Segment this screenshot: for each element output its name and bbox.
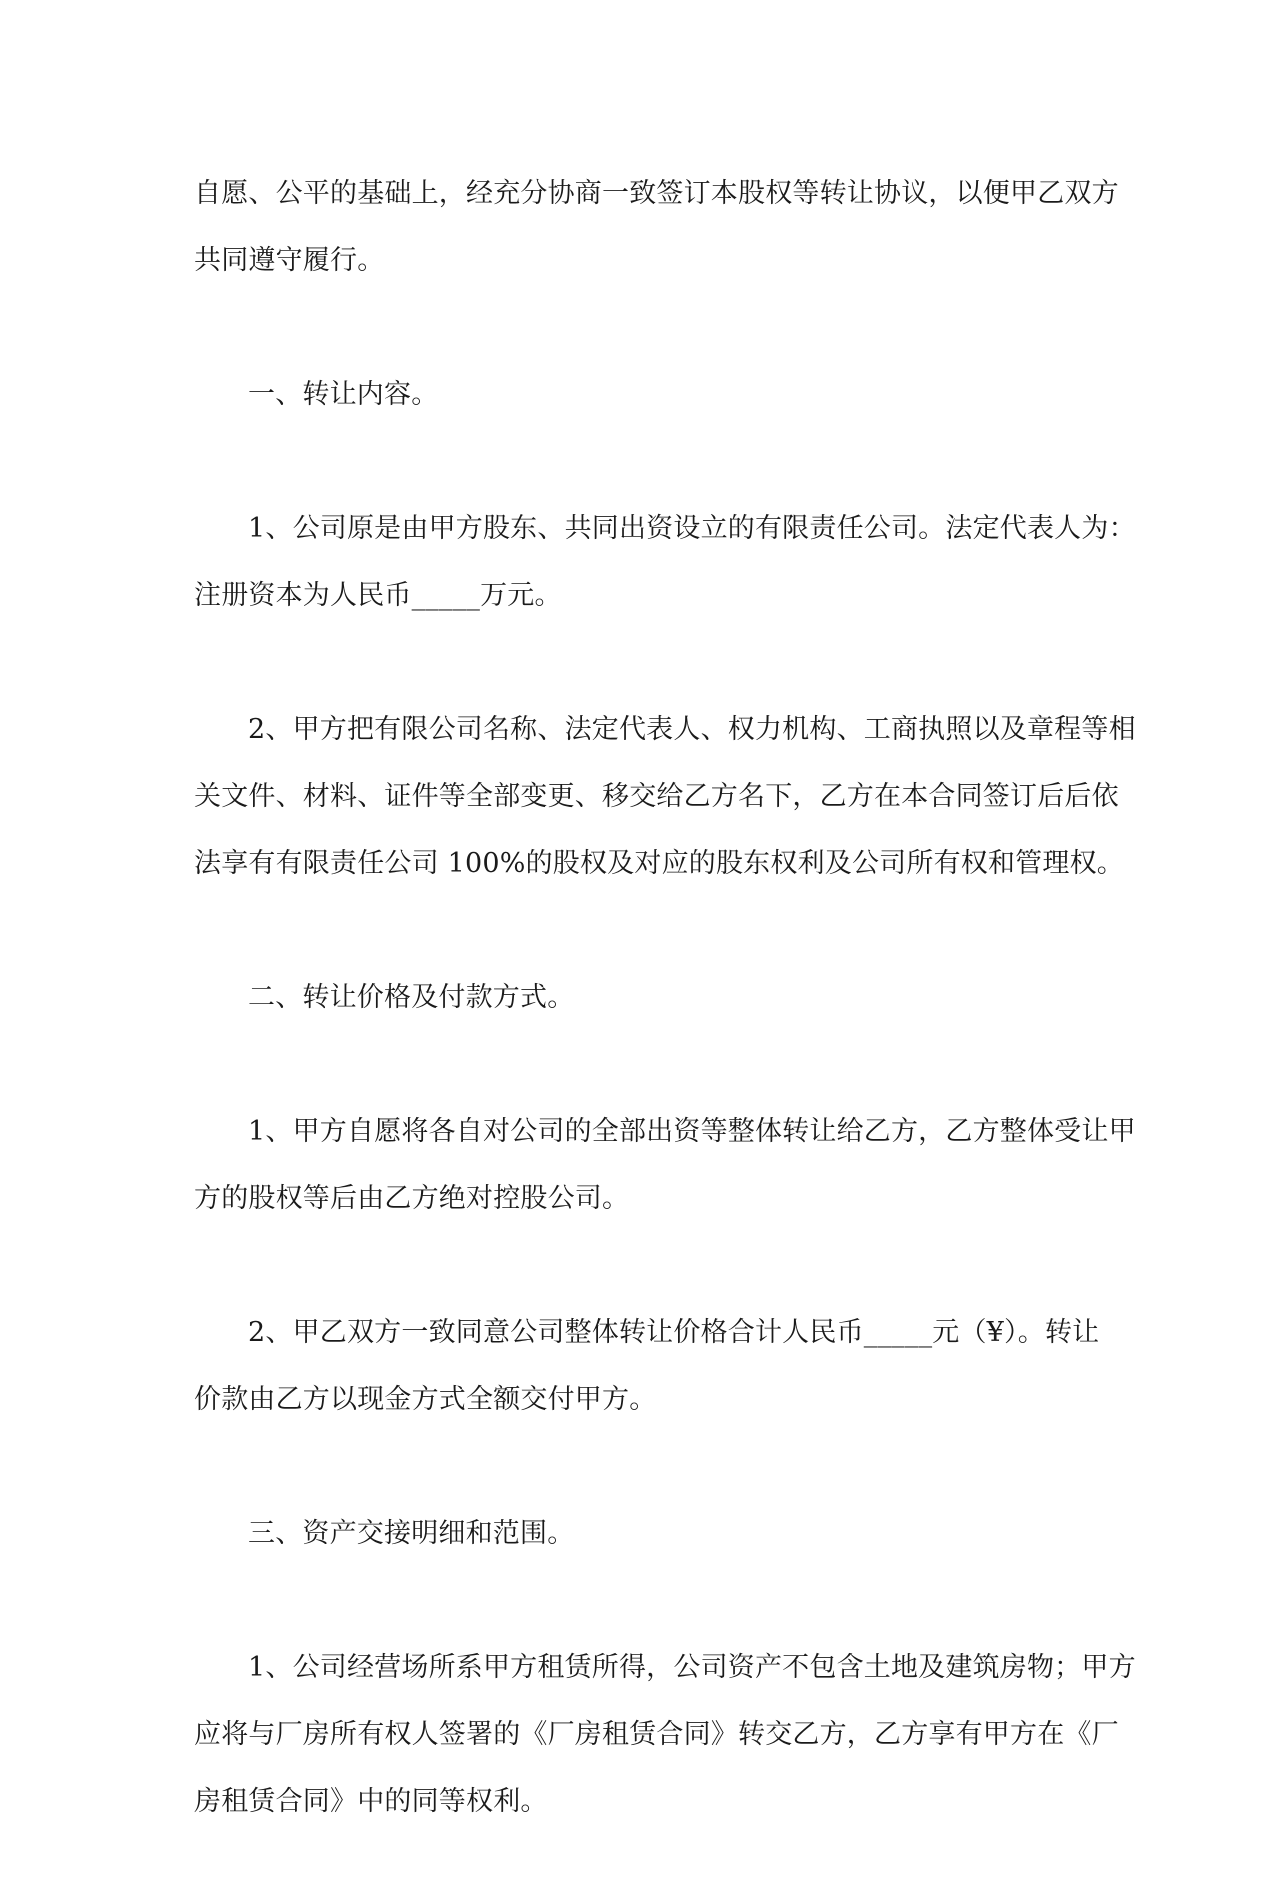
- text-line: 法享有有限责任公司 100%的股权及对应的股东权利及公司所有权和管理权。: [194, 848, 1124, 879]
- text-line: 共同遵守履行。: [194, 245, 385, 276]
- text-line: 2、甲方把有限公司名称、法定代表人、权力机构、工商执照以及章程等相: [248, 714, 1136, 745]
- text-line: 三、资产交接明细和范围。: [248, 1518, 575, 1549]
- text-line: 应将与厂房所有权人签署的《厂房租赁合同》转交乙方，乙方享有甲方在《厂: [194, 1719, 1119, 1750]
- clause-1-1: [194, 495, 1136, 629]
- text-line: 价款由乙方以现金方式全额交付甲方。: [194, 1384, 657, 1415]
- section-heading-price-payment: [194, 964, 1084, 1031]
- clause-2-1: [194, 1098, 1136, 1232]
- clause-3-1: [194, 1634, 1136, 1835]
- text-line: 二、转让价格及付款方式。: [248, 982, 575, 1013]
- clause-2-2: [194, 1299, 1100, 1433]
- text-line: 关文件、材料、证件等全部变更、移交给乙方名下，乙方在本合同签订后后依: [194, 781, 1119, 812]
- text-line: 房租赁合同》中的同等权利。: [194, 1786, 548, 1817]
- clause-1-2: [194, 696, 1136, 897]
- text-line: 1、公司原是由甲方股东、共同出资设立的有限责任公司。法定代表人为：: [248, 513, 1136, 544]
- paragraph-intro: [194, 160, 1119, 294]
- text-line: 自愿、公平的基础上，经充分协商一致签订本股权等转让协议，以便甲乙双方: [194, 178, 1119, 209]
- text-line: 一、转让内容。: [248, 379, 439, 410]
- text-line: 2、甲乙双方一致同意公司整体转让价格合计人民币_____元（¥）。转让: [248, 1317, 1100, 1348]
- text-line: 1、公司经营场所系甲方租赁所得，公司资产不包含土地及建筑房物；甲方: [248, 1652, 1136, 1683]
- text-line: 1、甲方自愿将各自对公司的全部出资等整体转让给乙方，乙方整体受让甲: [248, 1116, 1136, 1147]
- section-heading-transfer-content: [194, 361, 1084, 428]
- text-line: 注册资本为人民币_____万元。: [194, 580, 562, 611]
- text-line: 方的股权等后由乙方绝对控股公司。: [194, 1183, 630, 1214]
- document-page: [194, 160, 1136, 1902]
- section-heading-asset-handover: [194, 1500, 1084, 1567]
